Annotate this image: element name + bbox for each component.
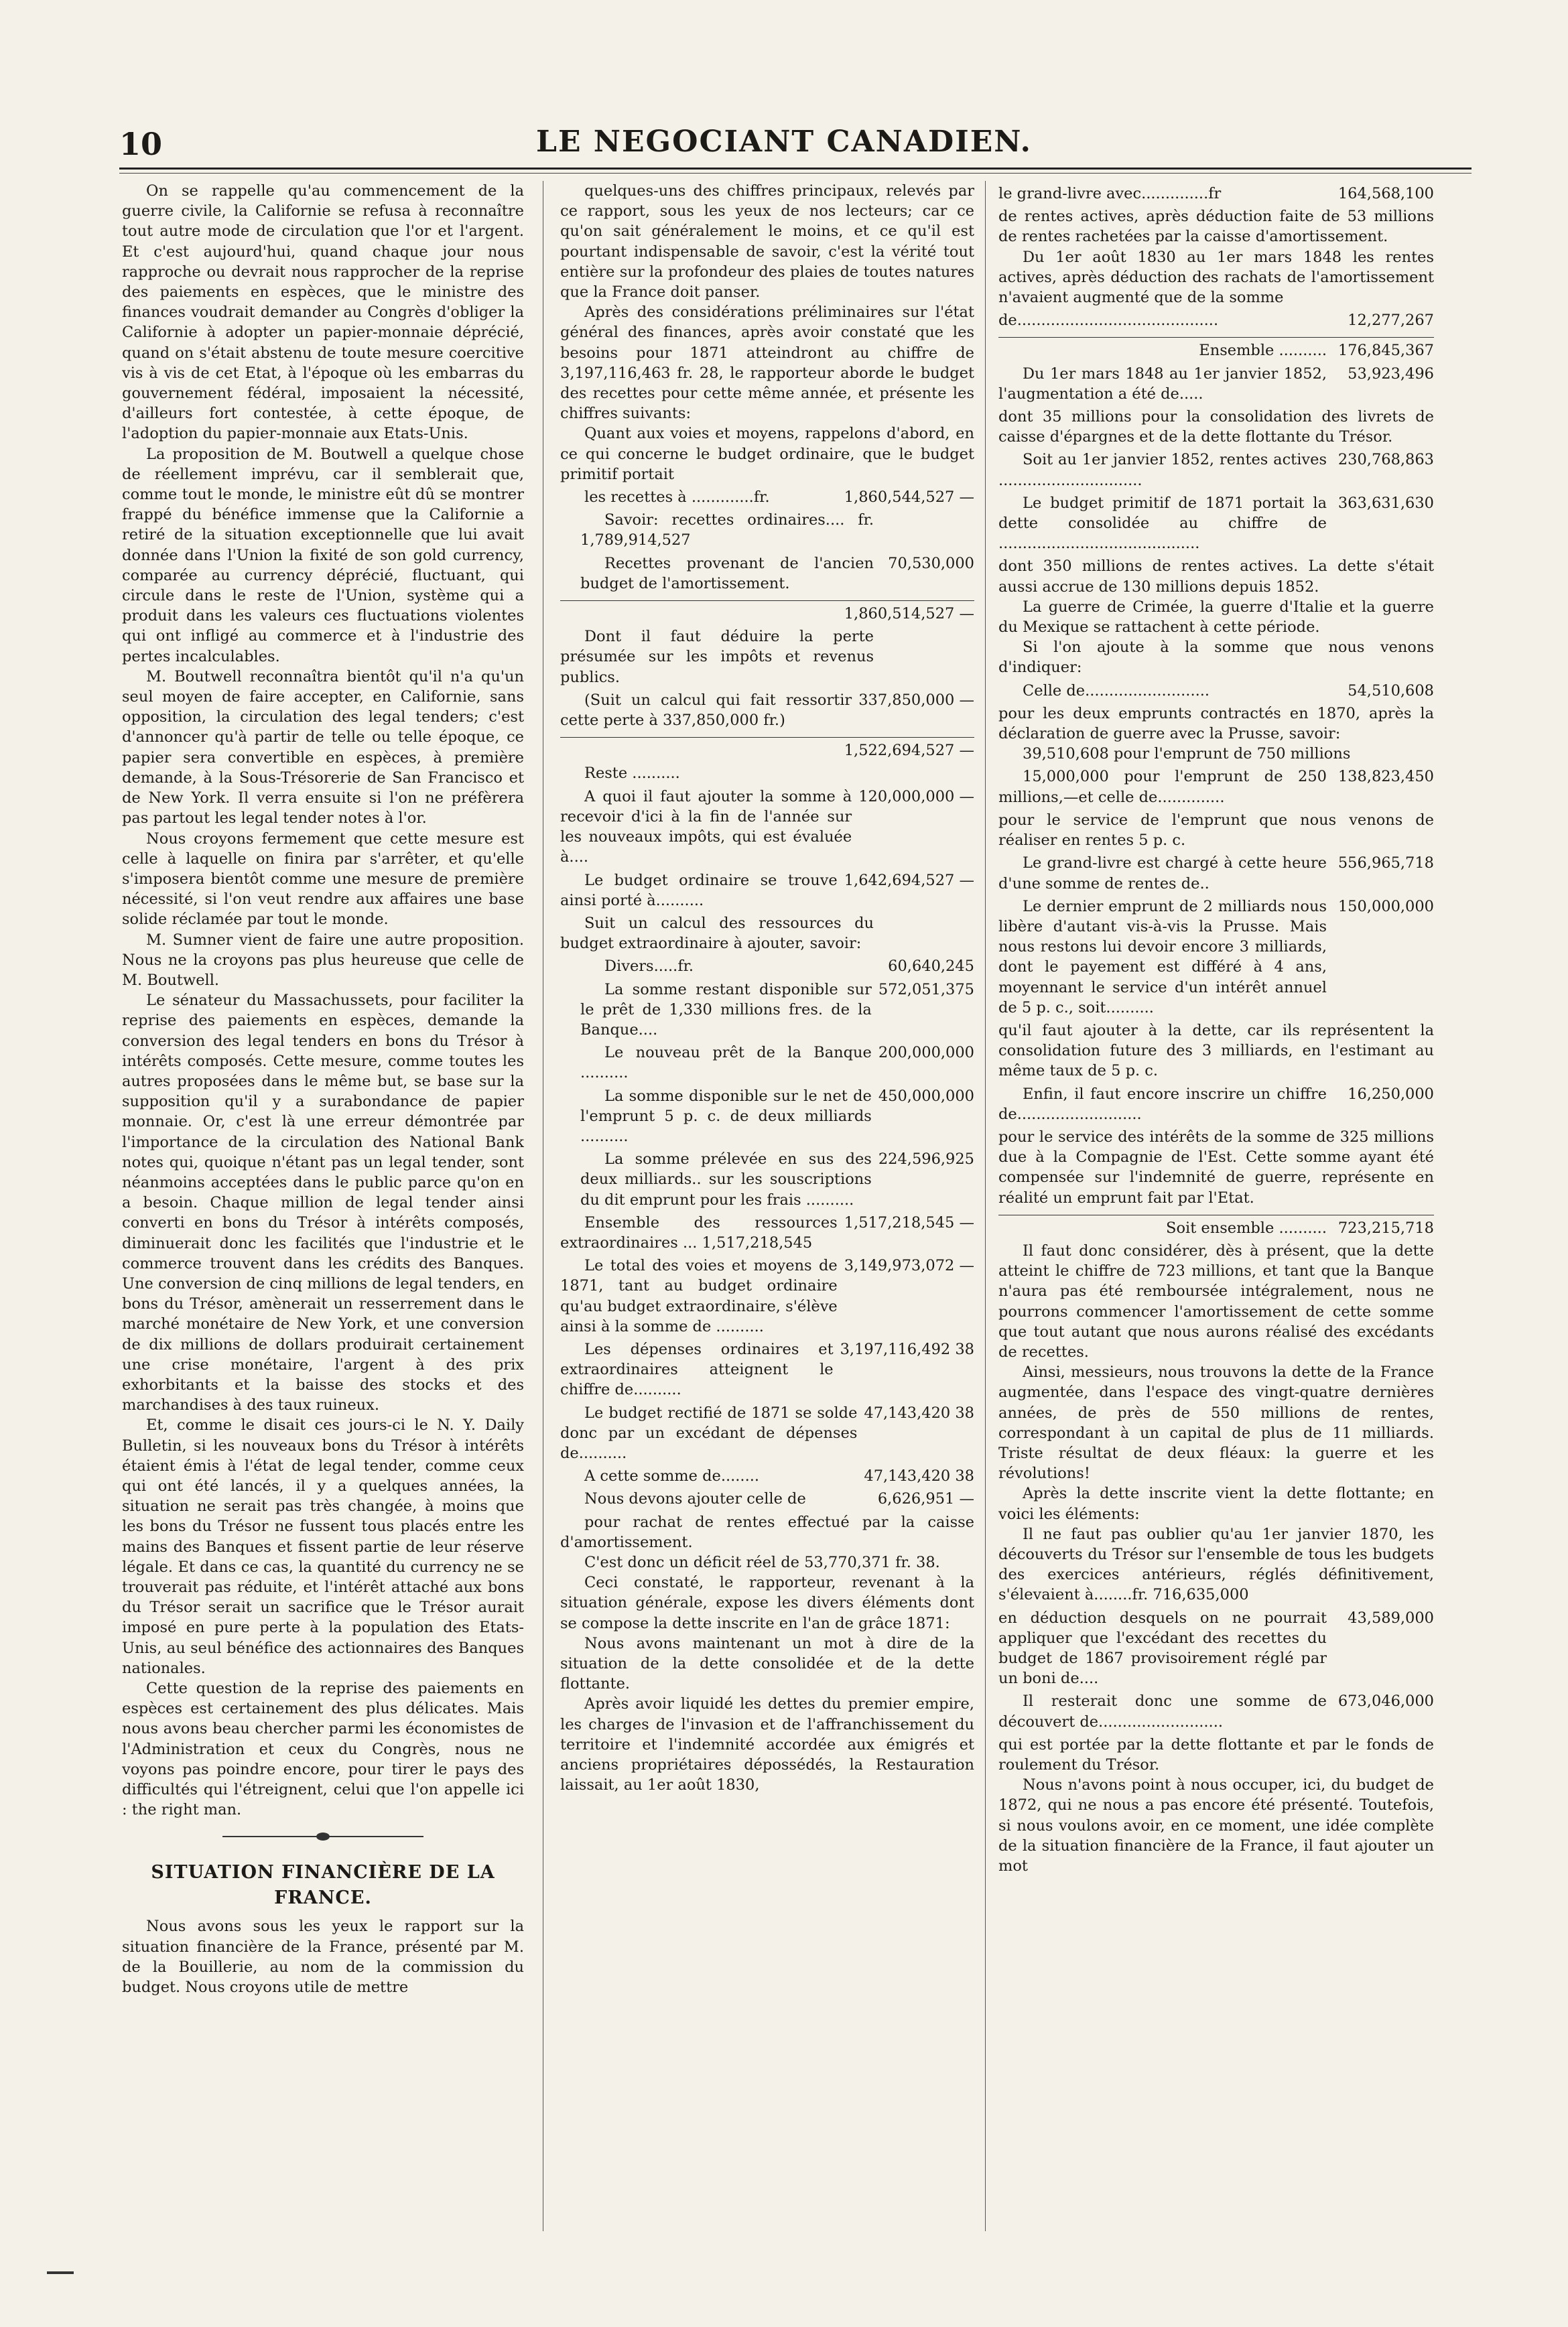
figure-row (560, 553, 974, 594)
paragraph: Le sénateur du Massachussets, pour faciliter la reprise des paiements en espèces, demande la conversion des legal tenders en bons du Trésor à intérêts composés. Cette mesure, comme toutes les autres proposées dans le même but, se base sur la supposition qu'il y a surabondance de papier monnaie. Or, c'est là une erreur démontrée par l'importance de la circulation des National Bank notes qui, quoique n'étant pas un legal tender, sont néanmoins acceptées dans le public parce qu'on en a besoin. Chaque million de legal tender ainsi converti en bons du Trésor à intérêts composés, diminuerait donc les facilités que l'industrie et le commerce trouvent dans les crédits des Banques. Une conversion de cinq millions de legal tenders, en bons du Trésor, amènerait un resserrement dans le marché monétaire de New York, et une conversion de dix millions de dollars produirait certainement une crise monétaire, l'argent à des prix exhorbitants et la baisse des stocks et des marchandises à des taux ruineux. (122, 992, 524, 1414)
figure-value: 54,510,608 (1348, 681, 1434, 700)
paragraph: 39,510,608 pour l'emprunt de 750 millions (1023, 745, 1351, 763)
section-heading: SITUATION FINANCIÈRE DE LA FRANCE. (151, 1862, 495, 1909)
paragraph: pour les deux emprunts contractés en 1870, après la déclaration de guerre avec la Prusse, savoir: (998, 704, 1434, 743)
paragraph: pour le service des intérêts de la somme de 325 millions due à la Compagnie de l'Est. Cette somme ayant été compensée sur l'indemnité de guerre, représente en réalité un emprunt fait par l'Etat. (998, 1128, 1434, 1207)
paragraph: Il ne faut pas oublier qu'au 1er janvier 1870, les découverts du Trésor sur l'ensemble de tous les budgets des exercices antérieurs, réglés définitivement, s'élevaient à........fr. 716,635,000 (998, 1525, 1434, 1604)
figure-label: La somme disponible sur le net de l'emprunt 5 p. c. de deux milliards .......... (580, 1087, 872, 1145)
figure-row (560, 487, 974, 507)
paragraph: Du 1er août 1830 au 1er mars 1848 les rentes actives, après déduction des rachats de l'amortissement n'avaient augmenté que de la somme (998, 248, 1434, 307)
paragraph: pour rachat de rentes effectué par la caisse d'amortissement. (560, 1513, 974, 1551)
figure-label: Enfin, il faut encore inscrire un chiffre de.......................... (998, 1085, 1327, 1123)
figure-label: le grand-livre avec..............fr (998, 185, 1222, 202)
figure-label: Il resterait donc une somme de découvert de.......................... (998, 1692, 1327, 1731)
paragraph: dont 350 millions de rentes actives. La dette s'était aussi accrue de 130 millions depuis 1852. (998, 557, 1434, 596)
figure-label: Le budget ordinaire se trouve ainsi porté à.......... (560, 871, 838, 909)
figure-value: 53,923,496 (1348, 364, 1434, 383)
paragraph: dont 35 millions pour la consolidation des livrets de caisse d'épargnes et de la dette flottante du Trésor. (998, 408, 1434, 446)
figure-value: 723,215,718 (1337, 1219, 1434, 1237)
figure-row (998, 310, 1434, 330)
figure-value: 47,143,420 38 (864, 1467, 974, 1485)
figure-label: (Suit un calcul qui fait ressortir cette perte à 337,850,000 fr.) (560, 691, 852, 730)
figure-row (998, 767, 1434, 807)
figure-row (560, 1213, 974, 1253)
figure-value: 1,517,218,545 — (844, 1213, 974, 1232)
figure-value: 70,530,000 (888, 554, 974, 572)
figure-row (998, 681, 1434, 701)
figure-label: La somme prélevée en sus des deux milliards.. sur les souscriptions du dit emprunt pour les frais .......... (580, 1150, 872, 1209)
figure-label: Le nouveau prêt de la Banque .......... (580, 1044, 872, 1082)
figure-row (998, 853, 1434, 893)
paragraph: Nous avons maintenant un mot à dire de la situation de la dette consolidée et de la dette flottante. (560, 1634, 974, 1693)
paragraph: La proposition de M. Boutwell a quelque chose de réellement imprévu, car il semblerait que, comme tout le monde, le ministre eût dû se montrer frappé du bénéfice immense que la Californie a retiré de la situation exceptionnelle que lui avait donnée dans l'Union la fixité de son gold currency, comparée au currency déprécié, fluctuant, qui circule dans le reste de l'Union, système qui a produit dans les valeurs ces fluctuations violentes qui ont infligé au commerce et à l'industrie des pertes incalculables. (122, 445, 524, 665)
figure-row (998, 1084, 1434, 1124)
figure-value: 138,823,450 (1337, 768, 1434, 786)
paragraph: Ainsi, messieurs, nous trouvons la dette de la France augmentée, dans l'espace des vingt-quatre dernières années, de près de 550 millions de rentes, correspondant à un capital de plus de 11 milliards. Triste résultat de deux fléaux: la guerre et les révolutions! (998, 1364, 1434, 1483)
figure-row (560, 787, 974, 868)
figure-label: A cette somme de........ (584, 1467, 760, 1485)
figure-value: 6,626,951 — (877, 1490, 974, 1508)
figure-row (560, 737, 974, 760)
column-left (122, 181, 524, 2231)
figure-value: 150,000,000 (1337, 897, 1434, 915)
figure-value: 12,277,267 (1348, 312, 1434, 330)
figure-row (560, 1086, 974, 1147)
figure-row (998, 364, 1434, 404)
figure-label: Le total des voies et moyens de 1871, tant au budget ordinaire qu'au budget extraordinaire, s'élève ainsi à la somme de .......... (560, 1257, 838, 1335)
paragraph: qu'il faut ajouter à la dette, car ils représentent la consolidation future des 3 milliards, en l'estimant au même taux de 5 p. c. (998, 1021, 1434, 1080)
figure-value: 3,197,116,492 38 (840, 1340, 974, 1358)
figure-row (560, 980, 974, 1041)
figure-label: Ensemble .......... (1199, 342, 1327, 360)
figure-value: 230,768,863 (1337, 451, 1434, 469)
figure-row (560, 626, 974, 687)
figure-label: les recettes à .............fr. (584, 488, 770, 507)
figure-value: 200,000,000 (878, 1044, 974, 1062)
figure-label: Reste .......... (584, 764, 680, 783)
figure-label: Soit ensemble .......... (1166, 1219, 1327, 1237)
figure-row (998, 337, 1434, 360)
figure-row (998, 184, 1434, 204)
paragraph: qui est portée par la dette flottante et par le fonds de roulement du Trésor. (998, 1735, 1434, 1774)
paragraph: Quant aux voies et moyens, rappelons d'abord, en ce qui concerne le budget ordinaire, que le budget primitif portait (560, 425, 974, 483)
paragraph: Nous n'avons point à nous occuper, ici, du budget de 1872, qui ne nous a pas encore été présenté. Toutefois, si nous voulons avoir, en ce moment, une idée complète de la situation financière de la France, il faut ajouter un mot (998, 1776, 1434, 1875)
figure-label: La somme restant disponible sur le prêt de 1,330 millions fres. de la Banque.... (580, 980, 872, 1039)
figure-label: Savoir: recettes ordinaires.... fr. 1,789,914,527 (580, 511, 874, 549)
figure-value: 164,568,100 (1337, 185, 1434, 202)
figure-label: Suit un calcul des ressources du budget extraordinaire à ajouter, savoir: (560, 914, 874, 953)
figure-row (560, 763, 974, 783)
figure-row (560, 1489, 974, 1509)
figure-label: en déduction desquels on ne pourrait appliquer que l'excédant des recettes du budget de 1867 provisoirement réglé par un boni de.... (998, 1609, 1327, 1688)
masthead-title: LE NEGOCIANT CANADIEN. (536, 125, 1032, 159)
figure-value: 1,860,544,527 — (844, 488, 974, 507)
figure-value: 572,051,375 (878, 980, 974, 998)
paragraph: Nous croyons fermement que cette mesure est celle à laquelle on finira par s'arrêter, et qu'elle s'imposera bientôt comme une mesure de première nécessité, si l'on veut rendre aux affaires une base solide réclamée par tout le monde. (122, 829, 524, 929)
figure-value: 60,640,245 (888, 957, 974, 976)
figure-value: 556,965,718 (1337, 854, 1434, 872)
figure-row (560, 1256, 974, 1337)
paragraph: Il faut donc considérer, dès à présent, que la dette atteint le chiffre de 723 millions, et tant que la Banque n'aura pas été remboursée intégralement, nous ne pourrons commencer l'amortissement de cette somme que tout autant que nous aurons réalisé des excédants de recettes. (998, 1242, 1434, 1361)
page-number: 10 (119, 126, 163, 162)
paragraph: On se rappelle qu'au commencement de la guerre civile, la Californie se refusa à reconnaître tout autre mode de circulation que l'or et l'argent. Et c'est aujourd'hui, quand chaque jour nous rapproche ou devrait nous rapprocher de la reprise des paiements en espèces, que le ministre des finances voudrait demander au Congrès d'obliger la Californie à adopter un papier-monnaie déprécié, quand on s'était abstenu de toute mesure coercitive vis à vis de cet Etat, à l'époque où les embarras du gouvernement fédéral, imposaient la nécessité, d'ailleurs fort contestée, à cette époque, de l'adoption du papier-monnaie aux Etats-Unis. (122, 182, 524, 443)
figure-value: 120,000,000 — (858, 787, 974, 805)
figure-value: 47,143,420 38 (864, 1404, 974, 1422)
top-rule (119, 168, 1472, 170)
figure-row (560, 600, 974, 624)
figure-row (560, 913, 974, 953)
figure-value: 3,149,973,072 — (844, 1257, 974, 1275)
figure-value: 450,000,000 (878, 1087, 974, 1105)
paragraph: Et, comme le disait ces jours-ci le N. Y. Daily Bulletin, si les nouveaux bons du Trésor à intérêts étaient émis à l'état de legal tender, comme ceux qui ont été lancés, il y a quelques années, la situation ne serait pas très changée, à moins que les bons du Trésor ne fussent tous placés entre les mains des Banques et fissent partie de leur réserve légale. Et dans ce cas, la quantité du currency ne se trouverait pas réduite, et l'intérêt attaché aux bons du Trésor serait un sacrifice que le Trésor aurait imposé en pure perte à la population des Etats-Unis, au seul bénéfice des actionnaires des Banques nationales. (122, 1416, 524, 1677)
figure-label: 15,000,000 pour l'emprunt de 250 millions,—et celle de.............. (998, 768, 1327, 806)
figure-label: de.......................................... (998, 312, 1219, 330)
figure-row (560, 1043, 974, 1083)
column-middle (560, 181, 974, 2231)
figure-label: Du 1er mars 1848 au 1er janvier 1852, l'augmentation a été de..... (998, 364, 1327, 403)
figure-label: Soit au 1er janvier 1852, rentes actives .............................. (998, 451, 1327, 489)
paragraph: Cette question de la reprise des paiements en espèces est certainement des plus délicates. Mais nous avons beau chercher parmi les économistes de l'Administration et ceux du Congrès, nous ne voyons pas poindre encore, pour tirer le pays des difficultés qui l'étreignent, celui que l'on appelle ici : the right man. (122, 1680, 524, 1819)
paragraph: quelques-uns des chiffres principaux, relevés par ce rapport, sous les yeux de nos lecteurs; car ce qu'on sait généralement le moins, et ce qu'il est pourtant indispensable de savoir, c'est la vérité tout entière sur la profondeur des plaies de toutes natures que la France doit panser. (560, 182, 974, 302)
figure-value: 337,850,000 — (858, 691, 974, 709)
figure-row (560, 956, 974, 976)
figure-value: 224,596,925 (878, 1150, 974, 1169)
figure-value: 176,845,367 (1337, 342, 1434, 360)
figure-value: 1,860,514,527 — (844, 605, 974, 623)
figure-row (560, 1466, 974, 1486)
figure-label: Dont il faut déduire la perte présumée sur les impôts et revenus publics. (560, 628, 874, 686)
column-right (998, 181, 1434, 2231)
paragraph: Après la dette inscrite vient la dette flottante; en voici les éléments: (998, 1485, 1434, 1523)
figure-label: Ensemble des ressources extraordinaires ... 1,517,218,545 (560, 1213, 838, 1252)
figure-label: Le budget primitif de 1871 portait la dette consolidée au chiffre de .......................................... (998, 494, 1327, 553)
figure-label: Recettes provenant de l'ancien budget de l'amortissement. (580, 554, 874, 592)
figure-label: Le budget rectifié de 1871 se solde donc par un excédant de dépenses de.......... (560, 1404, 858, 1462)
figure-label: Divers.....fr. (604, 957, 694, 976)
paragraph: Ceci constaté, le rapporteur, revenant à la situation générale, expose les divers éléments dont se compose la dette inscrite en l'an de grâce 1871: (560, 1574, 974, 1632)
figure-row (998, 1691, 1434, 1731)
top-rule-thin (119, 173, 1472, 174)
figure-value: 16,250,000 (1348, 1085, 1434, 1103)
figure-label: A quoi il faut ajouter la somme à recevoir d'ici à la fin de l'année sur les nouveaux impôts, qui est évaluée à.... (560, 787, 852, 866)
paragraph: pour le service de l'emprunt que nous venons de réaliser en rentes 5 p. c. (998, 811, 1434, 850)
figure-row (560, 1149, 974, 1210)
figure-label: Celle de.......................... (1023, 681, 1210, 700)
figure-value: 673,046,000 (1337, 1692, 1434, 1711)
paragraph: Nous avons sous les yeux le rapport sur la situation financière de la France, présenté par M. de la Bouillerie, au nom de la commission du budget. Nous croyons utile de mettre (122, 1918, 524, 1997)
paragraph: C'est donc un déficit réel de 53,770,371 fr. 38. (584, 1554, 940, 1571)
section-divider (222, 1836, 423, 1837)
figure-row (998, 450, 1434, 490)
margin-mark (47, 2271, 74, 2274)
figure-row (560, 690, 974, 730)
figure-value: 43,589,000 (1348, 1609, 1434, 1627)
figure-row (998, 896, 1434, 1018)
paragraph: de rentes actives, après déduction faite de 53 millions de rentes rachetées par la caisse d'amortissement. (998, 208, 1434, 246)
figure-row (998, 493, 1434, 554)
figure-row (560, 870, 974, 911)
figure-row (560, 510, 974, 550)
paragraph: La guerre de Crimée, la guerre d'Italie et la guerre du Mexique se rattachent à cette période. (998, 598, 1434, 637)
figure-row (560, 1403, 974, 1464)
paragraph: Après avoir liquidé les dettes du premier empire, les charges de l'invasion et de l'affranchissement du territoire et l'indemnité accordée aux émigrés et anciens propriétaires dépossédés, la Restauration laissait, au 1er août 1830, (560, 1695, 974, 1794)
column-separator (985, 181, 986, 2231)
figure-value: 1,522,694,527 — (844, 742, 974, 760)
figure-row (998, 1608, 1434, 1689)
figure-row (998, 1215, 1434, 1238)
figure-value: 1,642,694,527 — (844, 871, 974, 889)
paragraph: M. Sumner vient de faire une autre proposition. Nous ne la croyons pas plus heureuse que celle de M. Boutwell. (122, 931, 524, 989)
paragraph: Après des considérations préliminaires sur l'état général des finances, après avoir constaté que les besoins pour 1871 atteindront au chiffre de 3,197,116,463 fr. 28, le rapporteur aborde le budget des recettes pour cette même année, et présente les chiffres suivants: (560, 304, 974, 423)
paragraph: Si l'on ajoute à la somme que nous venons d'indiquer: (998, 639, 1434, 677)
figure-label: Les dépenses ordinaires et extraordinaires atteignent le chiffre de.......... (560, 1340, 834, 1399)
figure-row (560, 1339, 974, 1400)
figure-label: Nous devons ajouter celle de (584, 1490, 806, 1508)
figure-label: Le dernier emprunt de 2 milliards nous libère d'autant vis-à-vis la Prusse. Mais nous restons lui devoir encore 3 milliards, dont le payement est différé à 4 ans, moyennant le service d'un intérêt annuel de 5 p. c., soit.......... (998, 897, 1327, 1016)
figure-label: Le grand-livre est chargé à cette heure d'une somme de rentes de.. (998, 854, 1327, 892)
paragraph: M. Boutwell reconnaîtra bientôt qu'il n'a qu'un seul moyen de faire accepter, en Californie, sans opposition, la circulation des legal tenders; c'est d'annoncer qu'à partir de telle ou telle époque, ce papier sera convertible en espèces, à première demande, à la Sous-Trésorerie de San Francisco et de New York. Il verra ensuite si l'on ne préfèrera pas partout les legal tender notes à l'or. (122, 667, 524, 827)
figure-value: 363,631,630 (1337, 494, 1434, 512)
